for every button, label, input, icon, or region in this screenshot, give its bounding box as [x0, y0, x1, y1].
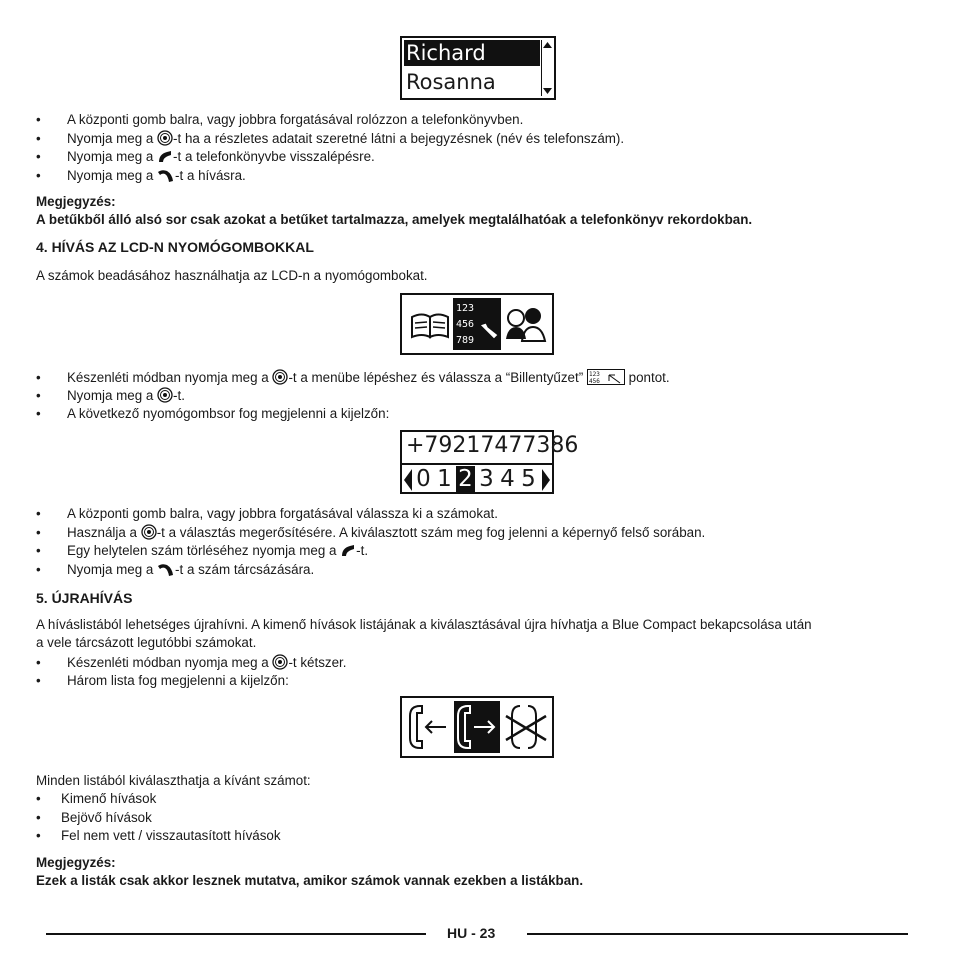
- bullet-icon: •: [36, 149, 41, 164]
- entered-number: +79217477386: [406, 433, 579, 458]
- bullet-icon: •: [36, 506, 41, 521]
- note-1-text: A betűkből álló alsó sor csak azokat a betűket tartalmazza, amelyek megtalálhatóak a telefonkönyv rekordokban.: [36, 212, 753, 227]
- left-arrow-icon: [403, 468, 413, 495]
- contacts-icon: [506, 308, 545, 341]
- svg-text:456: 456: [456, 319, 475, 330]
- bullet-icon: •: [36, 406, 41, 421]
- svg-text:456: 456: [588, 378, 600, 385]
- bullet-icon: •: [36, 791, 41, 806]
- lcd-next-name: Rosanna: [406, 70, 496, 94]
- page-number: HU - 23: [447, 925, 496, 941]
- bullet-icon: •: [36, 828, 41, 843]
- bullet-icon: •: [36, 167, 41, 183]
- footer-rule-left: [46, 933, 426, 935]
- center-button-icon: [272, 369, 288, 390]
- digit-key[interactable]: 4: [500, 466, 515, 492]
- svg-text:789: 789: [456, 335, 475, 346]
- lists-intro: Minden listából kiválaszthatja a kívánt számot:: [36, 773, 311, 788]
- right-arrow-icon: [541, 468, 551, 495]
- note-2-text: Ezek a listák csak akkor lesznek mutatva, amikor számok vannak ezekben a listákban.: [36, 873, 584, 888]
- svg-text:123: 123: [456, 303, 475, 314]
- note-2-label: Megjegyzés:: [36, 855, 116, 870]
- bullet-icon: •: [36, 388, 41, 403]
- missed-calls-icon: [506, 706, 546, 748]
- section-5-intro-1: A híváslistából lehetséges újrahívni. A kimenő hívások listájának a kiválasztásával újra hívhatja a Blue Compact bekapcsolása után: [36, 617, 812, 632]
- number-entry-lcd: [400, 430, 579, 494]
- bullet-icon: •: [36, 112, 41, 127]
- digit-key[interactable]: 0: [416, 466, 431, 492]
- outgoing-calls-icon: [410, 706, 446, 748]
- bullet-icon: •: [36, 809, 41, 825]
- section-4-title: 4. HÍVÁS AZ LCD-N NYOMÓGOMBOKKAL: [36, 239, 314, 255]
- bullet-icon: •: [36, 543, 41, 558]
- phonebook-icon: [412, 315, 448, 338]
- call-icon: [157, 563, 175, 582]
- digit-key[interactable]: 3: [479, 466, 494, 492]
- call-lists-lcd: [400, 696, 554, 758]
- call-icon: [157, 169, 175, 188]
- section-5-title: 5. ÚJRAHÍVÁS: [36, 590, 133, 606]
- digit-key[interactable]: 2: [456, 466, 475, 492]
- keypad-icon: [587, 369, 625, 390]
- bullet-icon: •: [36, 673, 41, 688]
- lcd-selected-name: Richard: [404, 40, 540, 66]
- digit-row: [402, 463, 552, 494]
- scrollbar: [541, 40, 553, 96]
- hangup-icon: [340, 544, 356, 563]
- section-4-intro: A számok beadásához használhatja az LCD-n a nyomógombokat.: [36, 268, 428, 283]
- bullet-icon: •: [36, 655, 41, 670]
- footer-rule-right: [527, 933, 908, 935]
- digit-key[interactable]: 1: [437, 466, 452, 492]
- scroll-arrows-icon: [542, 40, 553, 96]
- menu-lcd: [400, 293, 554, 355]
- note-1-label: Megjegyzés:: [36, 194, 116, 209]
- digit-key[interactable]: 5: [521, 466, 536, 492]
- bullet-icon: •: [36, 130, 41, 146]
- section-5-intro-2: a vele tárcsázott legutóbbi számokat.: [36, 635, 257, 650]
- bullet-icon: •: [36, 370, 41, 385]
- bullet-icon: •: [36, 524, 41, 540]
- incoming-calls-icon: [454, 701, 500, 753]
- keypad-icon: [453, 298, 501, 350]
- svg-text:123: 123: [588, 371, 600, 378]
- bullet-icon: •: [36, 561, 41, 577]
- phonebook-lcd: [400, 36, 556, 100]
